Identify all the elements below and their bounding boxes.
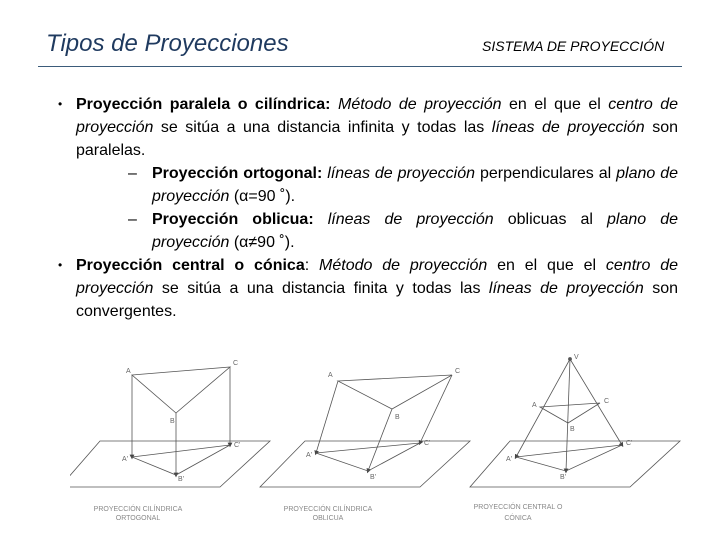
figure-central	[470, 358, 680, 488]
label-Ap: A'	[306, 452, 313, 459]
term-parallel: Proyección paralela o cilíndrica:	[76, 96, 331, 113]
label-A: A	[532, 402, 537, 409]
label-B: B	[570, 426, 575, 433]
text-fragment: (α=90 ˚).	[229, 188, 296, 205]
text-fragment: plano de proyección	[152, 211, 678, 251]
label-Bp: B'	[560, 474, 567, 481]
caption-central-line1: PROYECCIÓN CENTRAL O	[473, 504, 563, 511]
sub-bullet-orthogonal	[56, 162, 678, 208]
text-fragment: líneas de proyección	[327, 211, 494, 228]
label-B: B	[170, 418, 175, 425]
caption-oblique-line1: PROYECCIÓN CILÍNDRICA	[283, 506, 373, 513]
page-title: Tipos de Proyecciones	[46, 30, 289, 57]
text-fragment: líneas de proyección	[488, 280, 644, 297]
dash-icon: –	[128, 211, 137, 228]
label-A: A	[328, 372, 333, 379]
caption-orthogonal-line1: PROYECCIÓN CILÍNDRICA	[93, 506, 183, 513]
label-B: B	[395, 414, 400, 421]
text-fragment: se sitúa a una distancia infinita y todas las	[153, 119, 492, 136]
figure-orthogonal	[70, 367, 270, 487]
text-fragment: son convergentes.	[76, 280, 679, 320]
label-Ap: A'	[122, 456, 129, 463]
text-fragment: centro de proyección	[76, 257, 679, 297]
text-fragment: perpendiculares al	[475, 165, 617, 182]
text-fragment: Método de proyección	[319, 257, 488, 274]
text-fragment: (α≠90 ˚).	[229, 234, 295, 251]
caption-oblique-line2: OBLICUA	[312, 515, 344, 522]
text-fragment: Método de proyección	[338, 96, 502, 113]
object-triangle	[132, 367, 230, 413]
term-central: Proyección central o cónica	[76, 257, 305, 274]
label-Bp: B'	[370, 474, 377, 481]
label-Cp: C'	[424, 440, 431, 447]
label-A: A	[126, 368, 131, 375]
label-C: C	[604, 398, 610, 405]
projected-triangle	[516, 445, 622, 471]
label-Cp: C'	[626, 440, 633, 447]
label-V: V	[574, 354, 579, 361]
text-fragment: plano de proyección	[152, 165, 679, 205]
caption-central-line2: CÓNICA	[504, 515, 532, 522]
caption-orthogonal-line2: ORTOGONAL	[115, 515, 161, 522]
text-fragment: en el que el	[487, 257, 606, 274]
projection-figures	[70, 345, 690, 535]
term-orthogonal: Proyección ortogonal:	[152, 165, 323, 182]
text-fragment: :	[304, 257, 320, 274]
object-triangle	[540, 403, 600, 423]
sub-bullet-oblique	[56, 208, 678, 254]
projected-triangle	[132, 445, 230, 475]
label-C: C	[233, 360, 239, 367]
body-text	[56, 93, 678, 323]
bullet-icon: •	[58, 97, 63, 111]
text-fragment: se sitúa a una distancia finita y todas las	[153, 280, 489, 297]
projected-triangle	[316, 443, 420, 471]
label-Cp: C'	[234, 442, 241, 449]
text-fragment: líneas de proyección	[491, 119, 645, 136]
text-fragment: centro de proyección	[76, 96, 678, 136]
section-label: SISTEMA DE PROYECCIÓN	[482, 38, 665, 54]
label-Bp: B'	[178, 476, 185, 483]
text-fragment: líneas de proyección	[327, 165, 475, 182]
header-divider	[38, 66, 682, 67]
figures-svg	[70, 345, 690, 535]
label-C: C	[455, 368, 461, 375]
label-Ap: A'	[506, 456, 513, 463]
term-oblique: Proyección oblicua:	[152, 211, 314, 228]
dash-icon: –	[128, 165, 137, 182]
text-fragment: oblicuas al	[493, 211, 607, 228]
projection-plane	[470, 441, 680, 487]
bullet-central-projection	[56, 254, 678, 323]
text-fragment: son paralelas.	[76, 119, 679, 159]
figure-oblique	[260, 375, 470, 487]
object-triangle	[338, 375, 452, 409]
bullet-parallel-projection	[56, 93, 678, 162]
text-fragment: en el que el	[501, 96, 609, 113]
bullet-icon: •	[58, 258, 63, 272]
